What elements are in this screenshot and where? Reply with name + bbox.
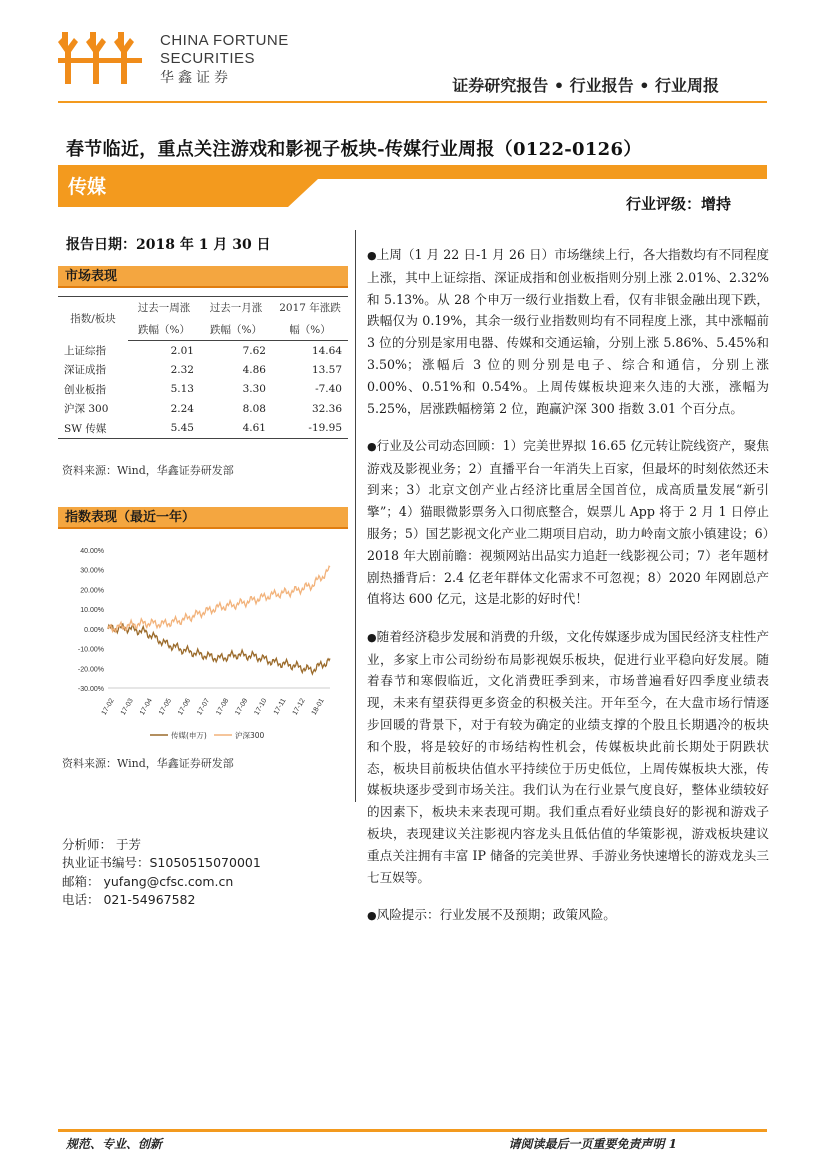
paragraph-risk: ●风险提示：行业发展不及预期；政策风险。 [367, 906, 616, 922]
company-name [160, 32, 289, 88]
footer-rule [58, 1129, 767, 1132]
x-tick-label: 17-06 [177, 697, 193, 717]
company-name-en-1: CHINA FORTUNE [160, 32, 289, 49]
report-title: 春节临近，重点关注游戏和影视子板块-传媒行业周报（0122-0126） [66, 139, 642, 160]
table-cell: 5.45 [128, 419, 200, 439]
table-row [58, 360, 348, 380]
footer-slogan: 规范、专业、创新 [66, 1137, 163, 1151]
x-tick-label: 17-09 [234, 697, 250, 717]
report-date: 报告日期：2018 年 1 月 30 日 [66, 237, 271, 253]
market-table [58, 296, 348, 439]
bullet-icon: ● [367, 630, 377, 644]
index-heading-text: 指数表现（最近一年） [65, 510, 196, 525]
x-tick-label: 17-07 [196, 697, 212, 717]
chart-source: 资料来源：Wind，华鑫证券研发部 [62, 757, 234, 770]
table-cell: 14.64 [311, 344, 342, 357]
bullet-icon: ● [367, 439, 377, 453]
y-tick-label: 0.00% [84, 626, 104, 634]
table-cell: -19.95 [272, 419, 348, 439]
company-logo [58, 28, 142, 88]
analyst-email: 邮箱： yufang@cfsc.com.cn [62, 873, 234, 889]
series-line [108, 566, 330, 631]
x-tick-label: 17-08 [215, 697, 231, 717]
row-label: 上证综指 [64, 344, 106, 357]
paragraph-market-review: ●上周（1 月 22 日-1 月 26 日）市场继续上行，各大指数均有不同程度上涨，其中上证综指、深证成指和创业板指则分别上涨 2.01%、2.32%和 5.13%。从 28 个申万一级行业指数上看，仅有非银金融出现下跌，跌幅仅为 0.19%，其余一级行业指数则均有不同程度上涨，其中涨幅前 3 位的分别是家用电器、传媒和交通运输，分别上涨 5.86%、5.45%和 3.50%；涨幅后 3 位的则分别是电子、综合和通信，分别上涨 0.00%、0.51%和 0.54%。上周传媒板块迎来久违的大涨，涨幅为 5.25%，居涨跌幅榜第 2 位，跑赢沪深 300 指数 3.01 个百分点。 [367, 247, 769, 416]
header-rule [58, 101, 767, 103]
y-tick-label: -10.00% [77, 646, 104, 654]
bullet-icon: ● [367, 249, 377, 262]
table-row [58, 399, 348, 419]
row-label: 沪深 300 [64, 403, 109, 416]
sector-label: 传媒 [68, 176, 107, 198]
paragraph-industry-news: ●行业及公司动态回顾：1）完美世界拟 16.65 亿元转让院线资产，聚焦游戏及影视业务；2）直播平台一年消失上百家，但最坏的时刻依然还未到来；3）北京文创产业占经济比重居全国首位，成高质量发展“新引擎”；4）猫眼微影票务入口彻底整合，娱票儿 App 将于 2 月 1 日停止服务；5）国艺影视文化产业二期项目启动，助力岭南文旅小镇建设；6）2018 年大剧前瞻：视频网站出品实力追赶一线影视公司；7）老年题材剧热播背后：2.4 亿老年群体文化需求不可忽视；8）2020 年网剧总产值将达 600 亿元，这是北影的好时代！ [367, 437, 769, 607]
x-tick-label: 18-01 [310, 697, 326, 717]
row-label: SW 传媒 [58, 419, 128, 439]
analyst-cert: 执业证书编号：S1050515070001 [62, 855, 261, 871]
analyst-info [62, 836, 261, 909]
x-tick-label: 17-02 [100, 697, 116, 717]
x-tick-label: 17-11 [272, 697, 288, 717]
row-label: 创业板指 [64, 383, 106, 396]
y-tick-label: 10.00% [80, 607, 104, 615]
table-cell: 13.57 [311, 363, 342, 376]
table-cell: 2.24 [170, 402, 194, 415]
table-cell: 32.36 [311, 402, 342, 415]
market-heading-text: 市场表现 [65, 269, 118, 284]
doc-type: 证券研究报告 • 行业报告 • 行业周报 [452, 76, 719, 95]
x-tick-label: 17-05 [157, 697, 174, 717]
series-line [108, 624, 330, 674]
column-divider [355, 230, 356, 802]
table-cell: -7.40 [315, 383, 342, 396]
footer-disclaimer: 请阅读最后一页重要免责声明 1 [508, 1137, 677, 1151]
y-tick-label: -30.00% [77, 686, 104, 693]
col-header-month-2: 跌幅（%） [200, 319, 272, 341]
table-row [58, 419, 348, 439]
col-header-week-2: 跌幅（%） [128, 319, 200, 341]
company-name-cn: 华鑫证券 [160, 70, 232, 86]
col-header-year-2: 幅（%） [272, 319, 348, 341]
y-tick-label: 40.00% [80, 548, 104, 555]
col-header-week-1: 过去一周涨 [128, 297, 200, 319]
x-tick-label: 17-10 [253, 697, 269, 717]
index-performance-chart [62, 538, 342, 746]
y-tick-label: 30.00% [80, 567, 104, 575]
table-row [58, 341, 348, 361]
col-header-index: 指数/板块 [58, 297, 128, 341]
table-cell: 3.30 [242, 383, 266, 396]
industry-rating: 行业评级：增持 [625, 195, 731, 213]
y-tick-label: 20.00% [80, 587, 104, 595]
table-cell: 2.32 [170, 363, 194, 376]
y-tick-label: -20.00% [77, 666, 104, 674]
x-tick-label: 17-04 [138, 697, 154, 717]
row-label: 深证成指 [64, 364, 106, 377]
report-body [367, 244, 769, 942]
market-source: 资料来源：Wind，华鑫证券研发部 [62, 464, 234, 477]
x-tick-label: 17-03 [119, 697, 135, 717]
index-section-heading [58, 507, 348, 529]
col-header-month-1: 过去一月涨 [200, 297, 272, 319]
market-section-heading [58, 266, 348, 288]
table-cell: 4.86 [242, 363, 266, 376]
table-cell: 4.61 [200, 419, 272, 439]
x-tick-label: 17-12 [291, 697, 307, 717]
table-cell: 7.62 [242, 344, 266, 357]
analyst-phone: 电话： 021-54967582 [62, 891, 196, 907]
table-cell: 2.01 [170, 344, 194, 357]
analyst-name: 分析师： 于芳 [62, 837, 141, 852]
table-cell: 8.08 [242, 402, 266, 415]
company-name-en-2: SECURITIES [160, 50, 256, 67]
paragraph-outlook: ●随着经济稳步发展和消费的升级，文化传媒逐步成为国民经济支柱性产业，多家上市公司纷纷布局影视娱乐板块，促进行业平稳向好发展。随着春节和寒假临近，文化消费旺季到来，市场普遍看好四季度业绩表现，未来有望获得更多资金的积极关注。开年至今，在大盘市场行情逐步回暖的背景下，对于有较为确定的业绩支撑的个股且长期遇冷的板块和个股，将是较好的市场结构性机会，传媒板块此前长期处于阴跌状态，板块目前板块估值水平持续位于历史低位，上周传媒板块大涨，传媒板块逐步受到市场关注。我们认为在行业景气度良好，整体业绩较好的因素下，板块未来表现可期。我们重点看好业绩良好的影视和游戏子板块，表现建议关注影视内容龙头且低估值的华策影视，游戏板块建议重点关注拥有丰富 IP 储备的完美世界、手游业务快速增长的游戏龙头三七互娱等。 [367, 628, 769, 885]
bullet-icon: ● [367, 908, 377, 922]
table-cell: 5.13 [170, 383, 194, 396]
col-header-year-1: 2017 年涨跌 [272, 297, 348, 319]
legend-label: 沪深300 [235, 731, 265, 740]
table-row [58, 380, 348, 400]
legend-label: 传媒(申万) [171, 731, 207, 740]
